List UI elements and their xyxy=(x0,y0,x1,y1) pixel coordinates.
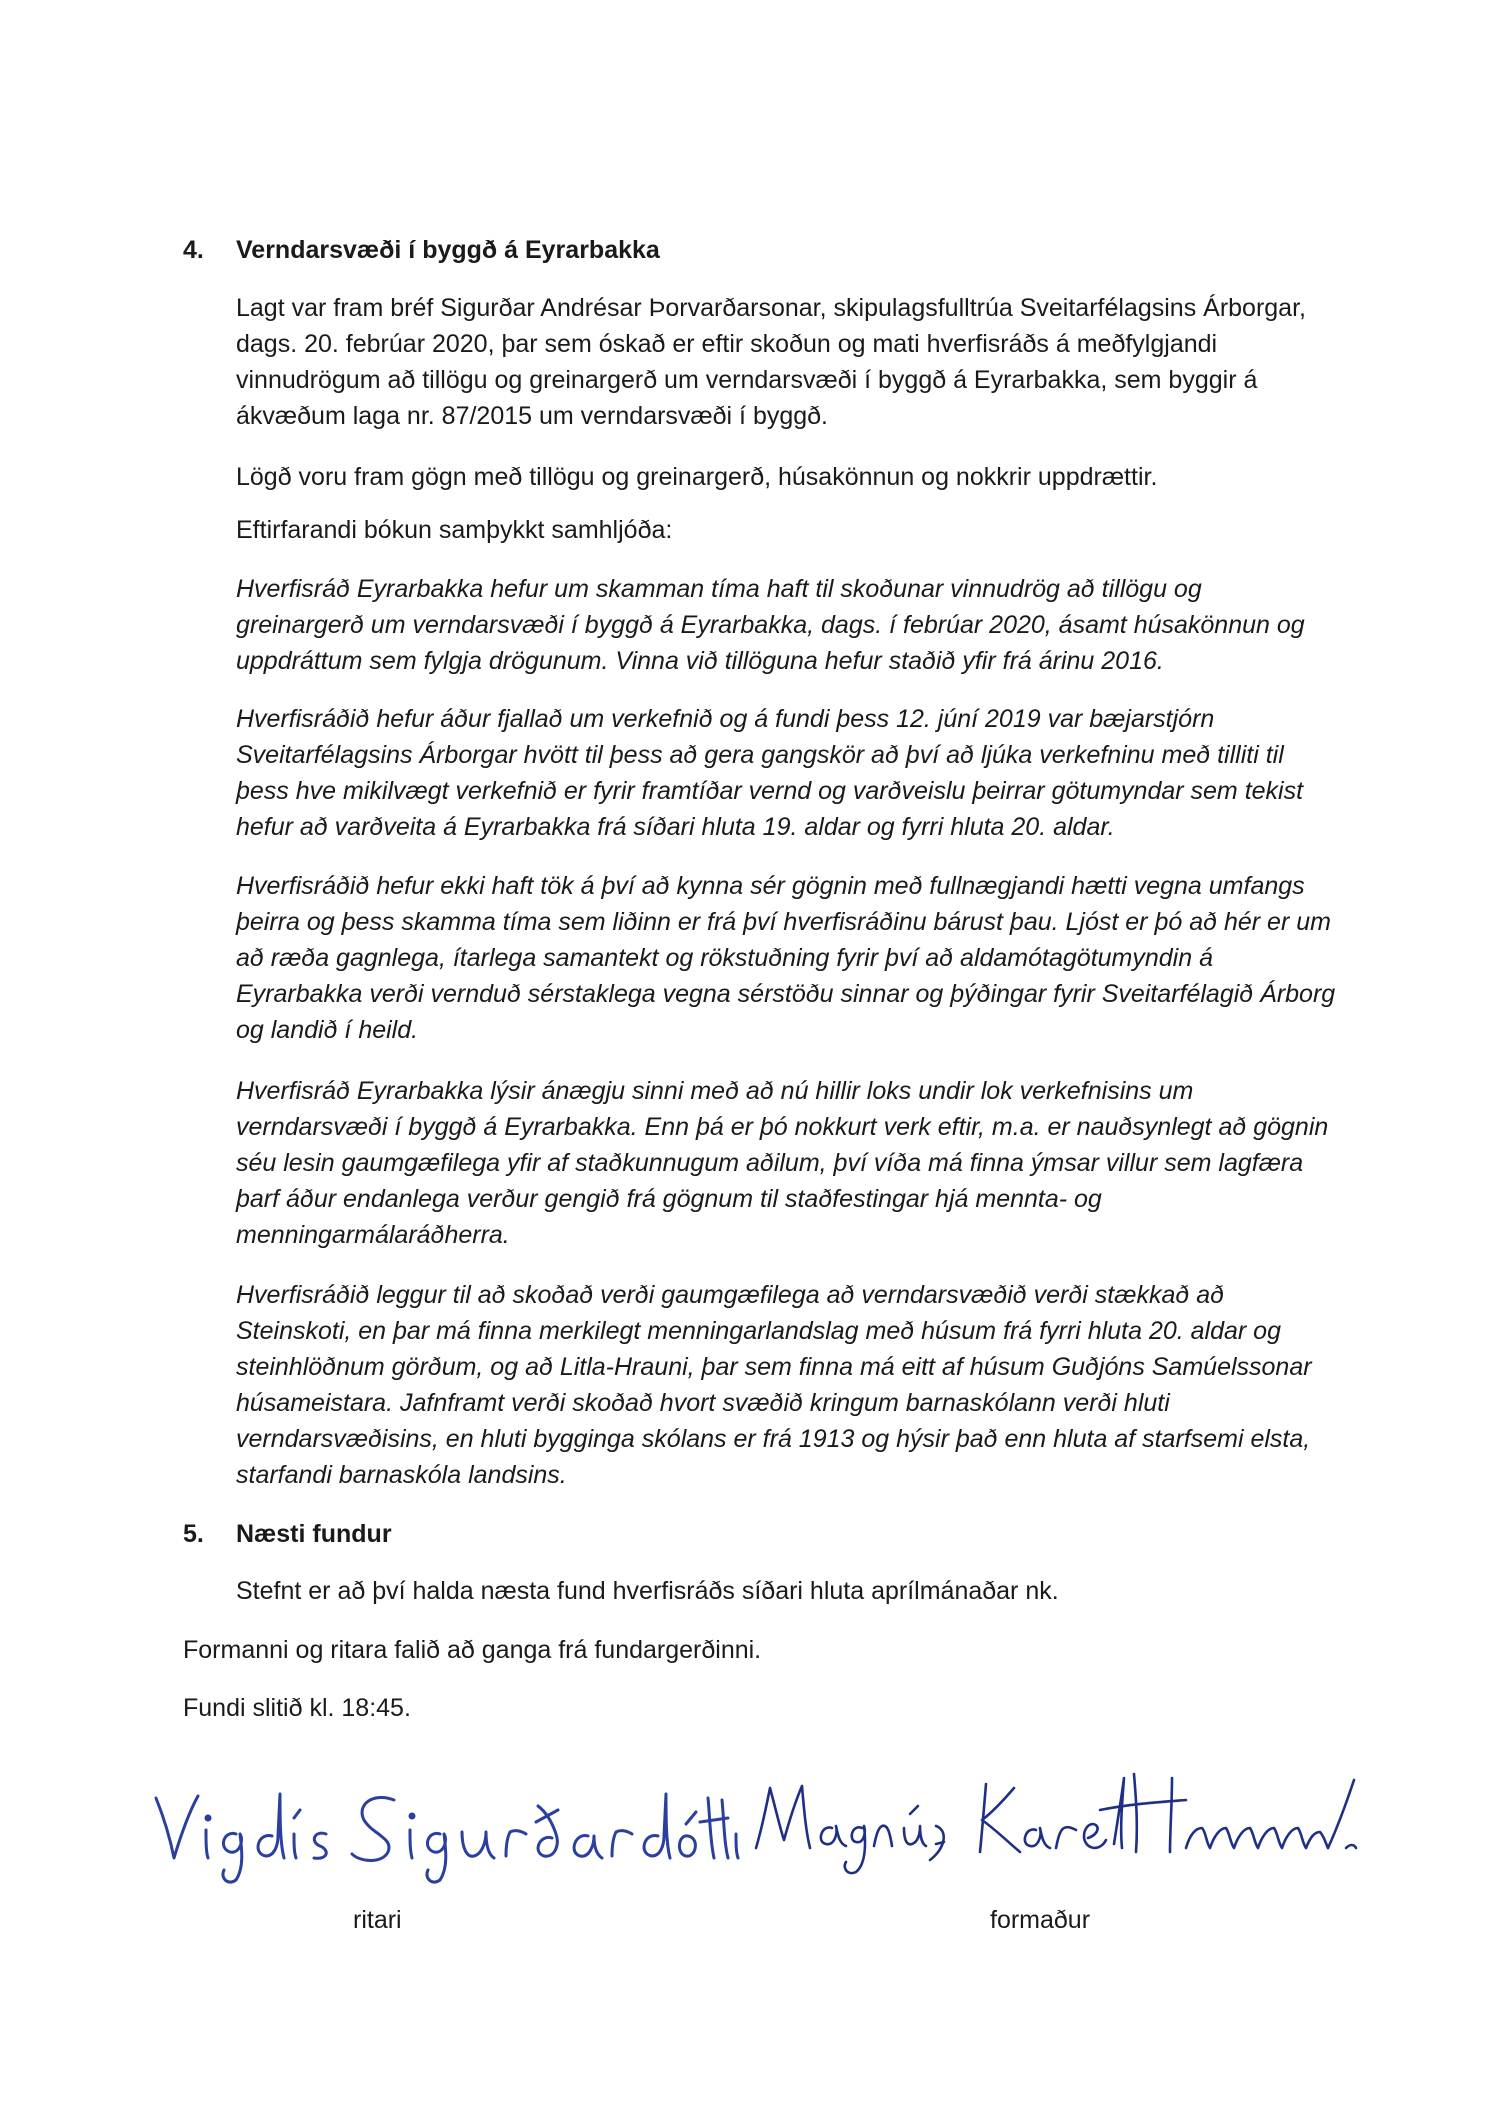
section-4-resolution-2: Hverfisráðið hefur áður fjallað um verkefnið og á fundi þess 12. júní 2019 var bæjarstjórn Sveitarfélagsins Árborgar hvött til þess að gera gangskör að því að ljúka verkefninu með tilliti til þess hve mikilvægt verkefnið er fyrir framtíðar vernd og varðveislu þeirrar götumyndar sem tekist hefur að varðveita á Eyrarbakka frá síðari hluta 19. aldar og fyrri hluta 20. aldar. xyxy=(236,705,1304,841)
section-4-paragraph-motion: Eftirfarandi bókun samþykkt samhljóða: xyxy=(236,516,673,544)
section-5-paragraph: Stefnt er að því halda næsta fund hverfisráðs síðari hluta aprílmánaðar nk. xyxy=(236,1577,1059,1605)
section-4-paragraph-letter: Lagt var fram bréf Sigurðar Andrésar Þorvarðarsonar, skipulagsfulltrúa Sveitarfélagsins Árborgar, dags. 20. febrúar 2020, þar sem óskað er eftir skoðun og mati hverfisráðs á meðfylgjandi vinnudrögum að tillögu og greinargerð um verndarsvæði í byggð á Eyrarbakka, sem byggir á ákvæðum laga nr. 87/2015 um verndarsvæði í byggð. xyxy=(236,294,1306,430)
section-4-resolution-4: Hverfisráð Eyrarbakka lýsir ánægju sinni með að nú hillir loks undir lok verkefnisins um verndarsvæði í byggð á Eyrarbakka. Enn þá er þó nokkurt verk eftir, m.a. er nauðsynlegt að gögnin séu lesin gaumgæfilega yfir af staðkunnugum aðilum, því víða má finna ýmsar villur sem lagfæra þarf áður endanlega verður gengið frá gögnum til staðfestingar hjá mennta- og menningarmálaráðherra. xyxy=(236,1077,1329,1249)
section-4-paragraph-documents: Lögð voru fram gögn með tillögu og greinargerð, húsakönnun og nokkrir uppdrættir. xyxy=(236,463,1158,491)
section-title: Verndarsvæði í byggð á Eyrarbakka xyxy=(236,236,660,264)
section-title: Næsti fundur xyxy=(236,1520,392,1548)
signature-role-chairman: formaður xyxy=(990,1906,1091,1934)
signature-role-secretary: ritari xyxy=(353,1906,402,1934)
section-5-heading xyxy=(183,1520,392,1549)
closing-assignment: Formanni og ritara falið að ganga frá fundargerðinni. xyxy=(183,1636,762,1664)
section-number: 4. xyxy=(183,236,204,264)
section-4-heading xyxy=(183,236,660,265)
section-number: 5. xyxy=(183,1520,204,1548)
closing-adjourned: Fundi slitið kl. 18:45. xyxy=(183,1694,411,1722)
signature-chairman xyxy=(750,1748,1360,1878)
section-4-resolution-1: Hverfisráð Eyrarbakka hefur um skamman tíma haft til skoðunar vinnudrög að tillögu og greinargerð um verndarsvæði í byggð á Eyrarbakka, dags. í febrúar 2020, ásamt húsakönnun og uppdráttum sem fylgja drögunum. Vinna við tillöguna hefur staðið yfir frá árinu 2016. xyxy=(236,575,1305,675)
section-4-resolution-3: Hverfisráðið hefur ekki haft tök á því að kynna sér gögnin með fullnægjandi hætti vegna umfangs þeirra og þess skamma tíma sem liðinn er frá því hverfisráðinu bárust þau. Ljóst er þó að hér er um að ræða gagnlega, ítarlega samantekt og rökstuðning fyrir því að aldamótagötumyndin á Eyrarbakka verði vernduð sérstaklega vegna sérstöðu sinnar og þýðingar fyrir Sveitarfélagið Árborg og landið í heild. xyxy=(236,872,1336,1044)
section-4-resolution-5: Hverfisráðið leggur til að skoðað verði gaumgæfilega að verndarsvæðið verði stækkað að Steinskoti, en þar má finna merkilegt menningarlandslag með húsum frá fyrri hluta 20. aldar og steinhlöðnum görðum, og að Litla-Hrauni, þar sem finna má eitt af húsum Guðjóns Samúelssonar húsameistara. Jafnframt verði skoðað hvort svæðið kringum barnaskólann verði hluti verndarsvæðisins, en hluti bygginga skólans er frá 1913 og hýsir það enn hluta af starfsemi elsta, starfandi barnaskóla landsins. xyxy=(236,1281,1312,1489)
signature-secretary xyxy=(148,1738,738,1888)
